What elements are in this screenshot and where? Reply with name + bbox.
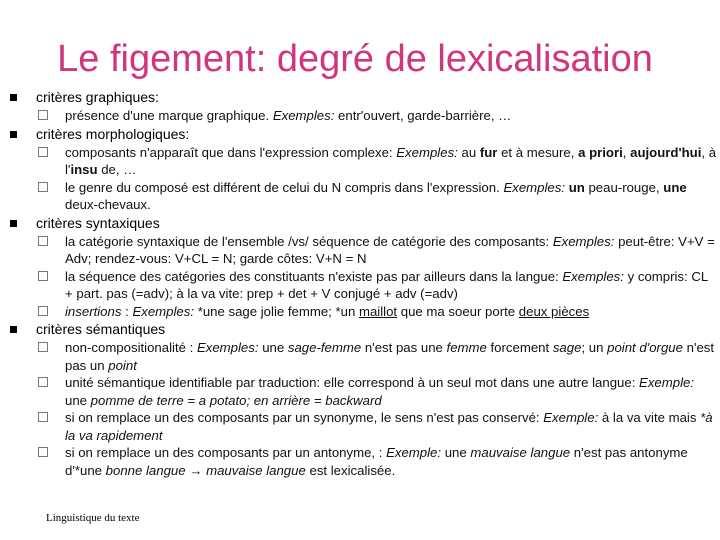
text-run: , à l' — [65, 144, 717, 177]
text-run: Exemples: — [503, 179, 566, 195]
text-run: que ma soeur porte — [397, 303, 519, 319]
text-run: forcement — [486, 340, 553, 355]
text-run: insu — [70, 162, 98, 177]
slide-footer: Linguistique du texte — [46, 512, 140, 524]
hollow-square-bullet-icon — [38, 342, 48, 352]
square-bullet-icon — [10, 94, 17, 101]
text-run: Exemple: — [543, 410, 599, 425]
text-run: femme — [446, 340, 487, 355]
text-run: la catégorie syntaxique de l'ensemble /vs/ séquence de catégorie des composants: — [65, 233, 553, 249]
text-run: Exemples: — [196, 340, 259, 355]
hollow-square-bullet-icon — [38, 447, 48, 457]
text-run: à la va vite mais — [598, 410, 701, 425]
text-run: Exemples: — [396, 144, 458, 160]
text-run: sage — [552, 340, 582, 355]
text-run: Exemples: — [132, 303, 195, 319]
slide-content — [10, 88, 718, 479]
text-run: une — [65, 392, 91, 408]
text-run: peut-être: V+V = Adv; rendez-vous: V+CL = N; garde côtes: V+N = N — [65, 233, 715, 266]
hollow-square-bullet-icon — [38, 182, 48, 192]
text-run: Exemple: — [639, 375, 695, 390]
text-run: présence d'une marque graphique. — [65, 108, 273, 123]
hollow-square-bullet-icon — [38, 236, 48, 246]
text-run: Exemples: — [272, 108, 335, 123]
text-run: pomme de terre = a potato; en arrière = backward — [90, 392, 382, 408]
hollow-square-bullet-icon — [38, 147, 48, 157]
text-run: composants n'apparaît que dans l'expression complexe: — [65, 144, 397, 160]
section-label: critères syntaxiques — [36, 214, 160, 231]
sub-item — [10, 144, 718, 179]
section-heading — [10, 320, 718, 339]
text-run: de, … — [97, 162, 137, 177]
text-run: peau-rouge, — [584, 179, 664, 195]
section-label: critères morphologiques: — [36, 125, 190, 142]
text-run: n'est pas un — [65, 340, 715, 373]
sub-item — [10, 444, 718, 479]
section-label: critères graphiques: — [36, 89, 159, 105]
section-label: critères sémantiques — [36, 321, 166, 337]
text-run: unité sémantique identifiable par traduction: elle correspond à un seul mot dans une autre langue: — [65, 375, 640, 390]
text-run: un — [568, 179, 585, 195]
text-run: bonne langue — [105, 462, 186, 478]
text-run: deux pièces — [518, 303, 590, 319]
text-run: *une sage jolie femme; *un — [194, 303, 359, 319]
sub-item — [10, 303, 718, 321]
text-run: mauvaise langue — [470, 445, 571, 460]
text-run: maillot — [358, 303, 398, 319]
text-run: n'est pas une — [361, 340, 447, 355]
text-run: *à la va rapidement — [65, 410, 713, 443]
text-run: aujourd'hui — [630, 144, 702, 160]
section-heading — [10, 125, 718, 144]
hollow-square-bullet-icon — [38, 412, 48, 422]
square-bullet-icon — [10, 131, 17, 138]
text-run: une — [441, 445, 471, 460]
text-run: une — [663, 179, 687, 195]
text-run: mauvaise langue — [206, 462, 306, 478]
text-run: sage-femme — [287, 340, 362, 355]
text-run: fur — [479, 144, 498, 160]
hollow-square-bullet-icon — [38, 110, 48, 120]
text-run: y compris: CL + part. pas (=adv); à la va vite: prep + det + V conjugé + adv (=adv) — [65, 268, 708, 301]
sub-item — [10, 409, 718, 444]
text-run: si on remplace un des composants par un antonyme, : — [65, 445, 387, 460]
text-run: Exemples: — [562, 268, 624, 284]
text-run: une — [258, 340, 288, 355]
text-run: le genre du composé est différent de celui du N compris dans l'expression. — [65, 179, 504, 195]
hollow-square-bullet-icon — [38, 306, 48, 316]
text-run: ; un — [581, 340, 608, 355]
text-run: Exemples: — [552, 233, 615, 249]
text-run: point — [108, 357, 137, 373]
sub-item — [10, 374, 718, 409]
text-run: entr'ouvert, garde-barrière, … — [334, 108, 512, 123]
hollow-square-bullet-icon — [38, 271, 48, 281]
text-run: point d'orgue — [607, 340, 683, 355]
text-run: est lexicalisée. — [305, 462, 396, 478]
text-run: → — [185, 462, 207, 478]
text-run: la séquence des catégories des constituants n'existe pas par ailleurs dans la langue: — [65, 268, 563, 284]
text-run: au — [457, 144, 480, 160]
section-heading — [10, 214, 718, 233]
square-bullet-icon — [10, 326, 17, 333]
text-run: si on remplace un des composants par un synonyme, le sens n'est pas conservé: — [65, 410, 544, 425]
section-heading — [10, 88, 718, 107]
text-run: non-compositionalité : — [65, 340, 197, 355]
sub-item — [10, 107, 718, 125]
square-bullet-icon — [10, 220, 17, 227]
slide-title: Le figement: degré de lexicalisation — [57, 38, 653, 80]
text-run: insertions — [65, 303, 122, 319]
sub-item — [10, 233, 718, 268]
text-run: : — [121, 303, 133, 319]
text-run: Exemple: — [386, 445, 442, 460]
sub-item — [10, 268, 718, 303]
hollow-square-bullet-icon — [38, 377, 48, 387]
text-run: , — [622, 144, 631, 160]
text-run: n'est pas antonyme d'*une — [65, 445, 688, 478]
text-run: et à mesure, — [497, 144, 579, 160]
sub-item — [10, 179, 718, 214]
sub-item — [10, 339, 718, 374]
text-run: a priori — [578, 144, 623, 160]
text-run: deux-chevaux. — [65, 197, 151, 212]
